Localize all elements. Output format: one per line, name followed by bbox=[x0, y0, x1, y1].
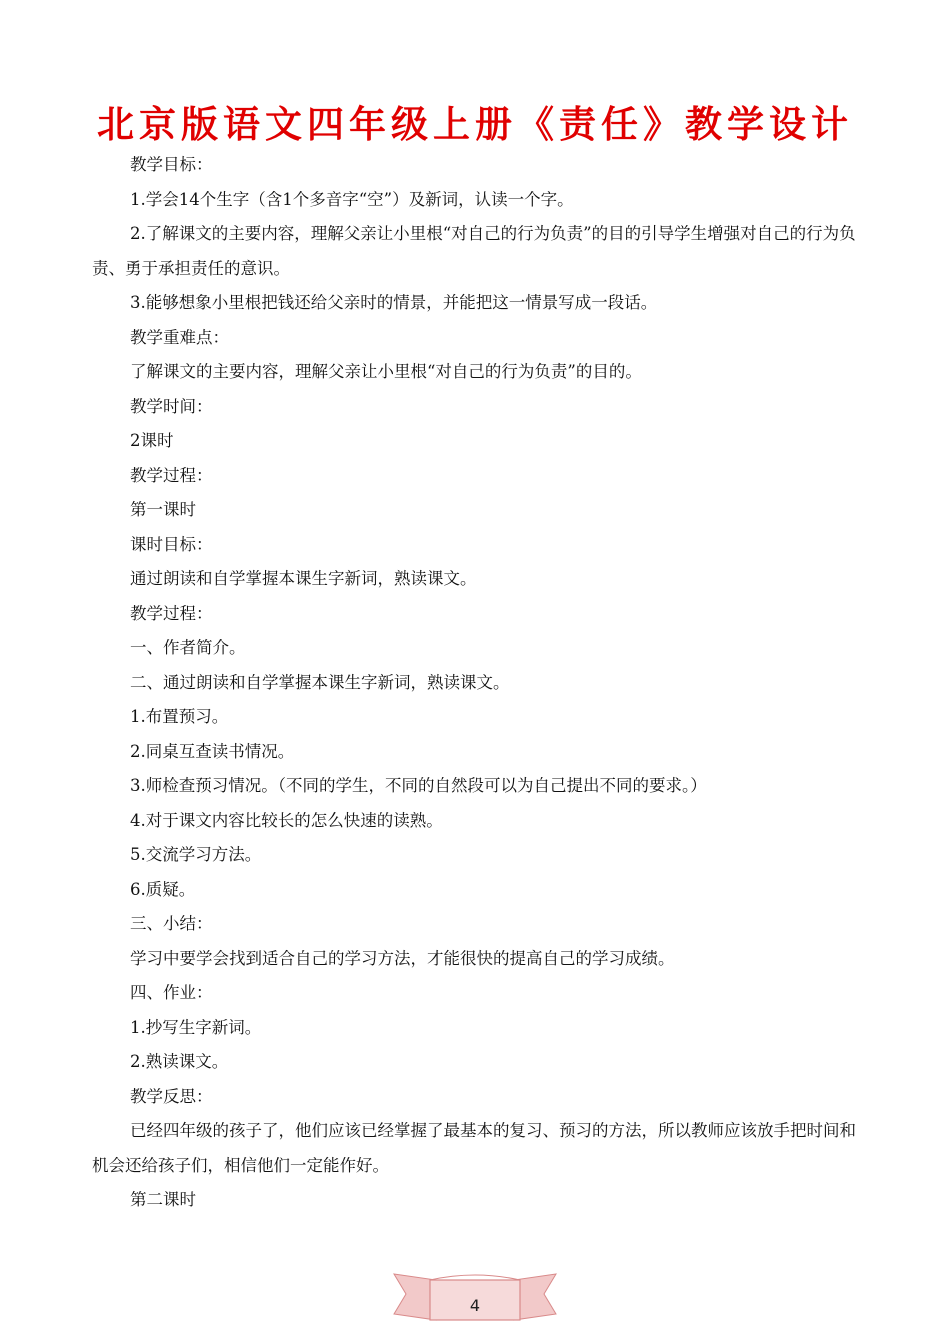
paragraph: 三、小结： bbox=[130, 914, 213, 933]
page-number: 4 bbox=[469, 1296, 481, 1315]
document-title: 北京版语文四年级上册《责任》教学设计 bbox=[97, 103, 853, 146]
paragraph: 四、作业： bbox=[130, 983, 213, 1002]
paragraph: 1.学会14个生字（含1个多音字“空”）及新词，认读一个字。 bbox=[130, 189, 574, 209]
paragraph: 3.能够想象小里根把钱还给父亲时的情景，并能把这一情景写成一段话。 bbox=[130, 293, 658, 312]
paragraph: 3.师检查预习情况。（不同的学生，不同的自然段可以为自己提出不同的要求。） bbox=[130, 776, 707, 795]
paragraph: 通过朗读和自学掌握本课生字新词，熟读课文。 bbox=[130, 569, 477, 588]
paragraph: 2课时 bbox=[130, 431, 174, 450]
page-number-ribbon bbox=[392, 1266, 558, 1330]
paragraph: 教学过程： bbox=[130, 465, 213, 485]
paragraph: 2.熟读课文。 bbox=[130, 1052, 229, 1071]
paragraph: 1.布置预习。 bbox=[130, 707, 229, 726]
paragraph: 4.对于课文内容比较长的怎么快速的读熟。 bbox=[130, 810, 443, 830]
paragraph: 教学反思： bbox=[130, 1086, 213, 1106]
document-body bbox=[92, 148, 862, 1218]
paragraph: 5.交流学习方法。 bbox=[130, 845, 262, 864]
paragraph: 2.同桌互查读书情况。 bbox=[130, 741, 295, 761]
paragraph: 教学重难点： bbox=[130, 327, 229, 347]
paragraph: 一、作者简介。 bbox=[130, 638, 246, 657]
paragraph: 2.了解课文的主要内容，理解父亲让小里根“对自己的行为负责”的目的引导学生增强对自己的行为负责、勇于承担责任的意识。 bbox=[92, 224, 856, 278]
paragraph: 教学目标： bbox=[130, 155, 213, 174]
paragraph: 教学时间： bbox=[130, 396, 213, 416]
paragraph: 第一课时 bbox=[130, 500, 196, 519]
paragraph: 教学过程： bbox=[130, 603, 213, 623]
paragraph: 学习中要学会找到适合自己的学习方法，才能很快的提高自己的学习成绩。 bbox=[130, 948, 675, 968]
paragraph: 二、通过朗读和自学掌握本课生字新词，熟读课文。 bbox=[130, 672, 510, 692]
paragraph: 已经四年级的孩子了，他们应该已经掌握了最基本的复习、预习的方法，所以教师应该放手把时间和机会还给孩子们，相信他们一定能作好。 bbox=[92, 1121, 856, 1175]
paragraph: 1.抄写生字新词。 bbox=[130, 1017, 262, 1037]
paragraph: 6.质疑。 bbox=[130, 879, 196, 899]
paragraph: 课时目标： bbox=[130, 534, 213, 554]
paragraph: 第二课时 bbox=[130, 1190, 196, 1209]
paragraph: 了解课文的主要内容，理解父亲让小里根“对自己的行为负责”的目的。 bbox=[130, 362, 642, 381]
